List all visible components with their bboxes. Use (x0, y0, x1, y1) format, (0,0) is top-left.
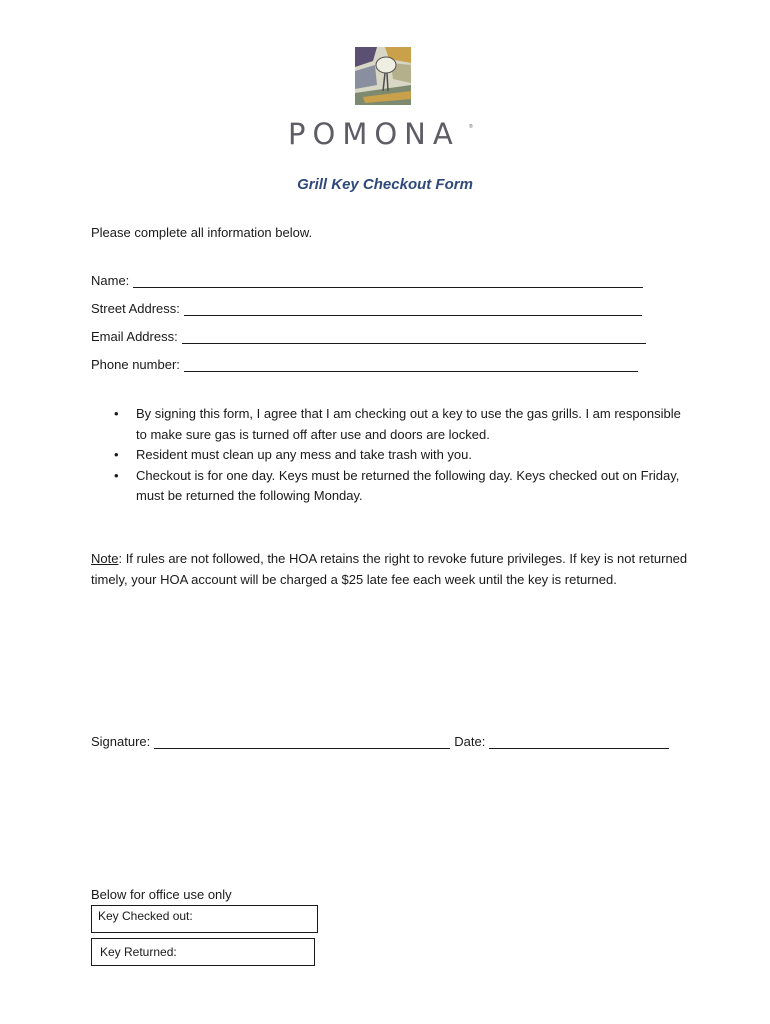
key-checked-out-box[interactable] (91, 905, 318, 933)
key-checked-out-label: Key Checked out: (98, 909, 193, 923)
rule-text: By signing this form, I agree that I am checking out a key to use the gas grills. I am responsible to make sure gas is turned off after use and doors are locked. (136, 406, 681, 442)
note-text: : If rules are not followed, the HOA retains the right to revoke future privileges. If key is not returned timely, your HOA account will be charged a $25 late fee each week until the key is returned. (91, 551, 688, 587)
bullet-icon: • (114, 406, 119, 421)
tree-canopy-icon (376, 57, 396, 73)
list-item (112, 466, 682, 507)
form-intro: Please complete all information below. (91, 225, 313, 240)
email-address-input-line[interactable] (182, 330, 646, 344)
bullet-icon: • (114, 447, 119, 462)
signature-label: Signature: (91, 734, 151, 749)
email-address-field (91, 329, 646, 344)
list-item (112, 404, 682, 445)
email-address-label: Email Address: (91, 329, 178, 344)
form-title: Grill Key Checkout Form (297, 176, 473, 193)
key-returned-label: Key Returned: (100, 945, 177, 959)
logo-wordmark: POMONA (288, 117, 460, 151)
office-use-heading: Below for office use only (91, 887, 232, 902)
phone-number-field (91, 357, 638, 372)
bullet-icon: • (114, 467, 119, 483)
date-input-line[interactable] (489, 735, 669, 749)
phone-number-label: Phone number: (91, 357, 180, 372)
list-item (112, 445, 682, 466)
key-returned-box[interactable] (91, 938, 315, 966)
rule-text: Resident must clean up any mess and take trash with you. (136, 447, 473, 462)
note-label: Note (91, 551, 119, 566)
name-label: Name: (91, 273, 130, 288)
rules-list (112, 404, 682, 507)
street-address-label: Street Address: (91, 301, 180, 316)
phone-number-input-line[interactable] (184, 358, 638, 372)
signature-input-line[interactable] (154, 735, 450, 749)
street-address-input-line[interactable] (184, 302, 642, 316)
pomona-logo-mark (355, 47, 411, 105)
name-field (91, 273, 643, 288)
street-address-field (91, 301, 642, 316)
logo-trademark: ® (469, 124, 473, 130)
rule-text: Checkout is for one day. Keys must be returned the following day. Keys checked out on Friday, must be returned the following Monday. (136, 467, 680, 503)
signature-row (91, 734, 669, 749)
date-label: Date: (454, 734, 486, 749)
note-paragraph (91, 549, 691, 590)
name-input-line[interactable] (133, 274, 643, 288)
